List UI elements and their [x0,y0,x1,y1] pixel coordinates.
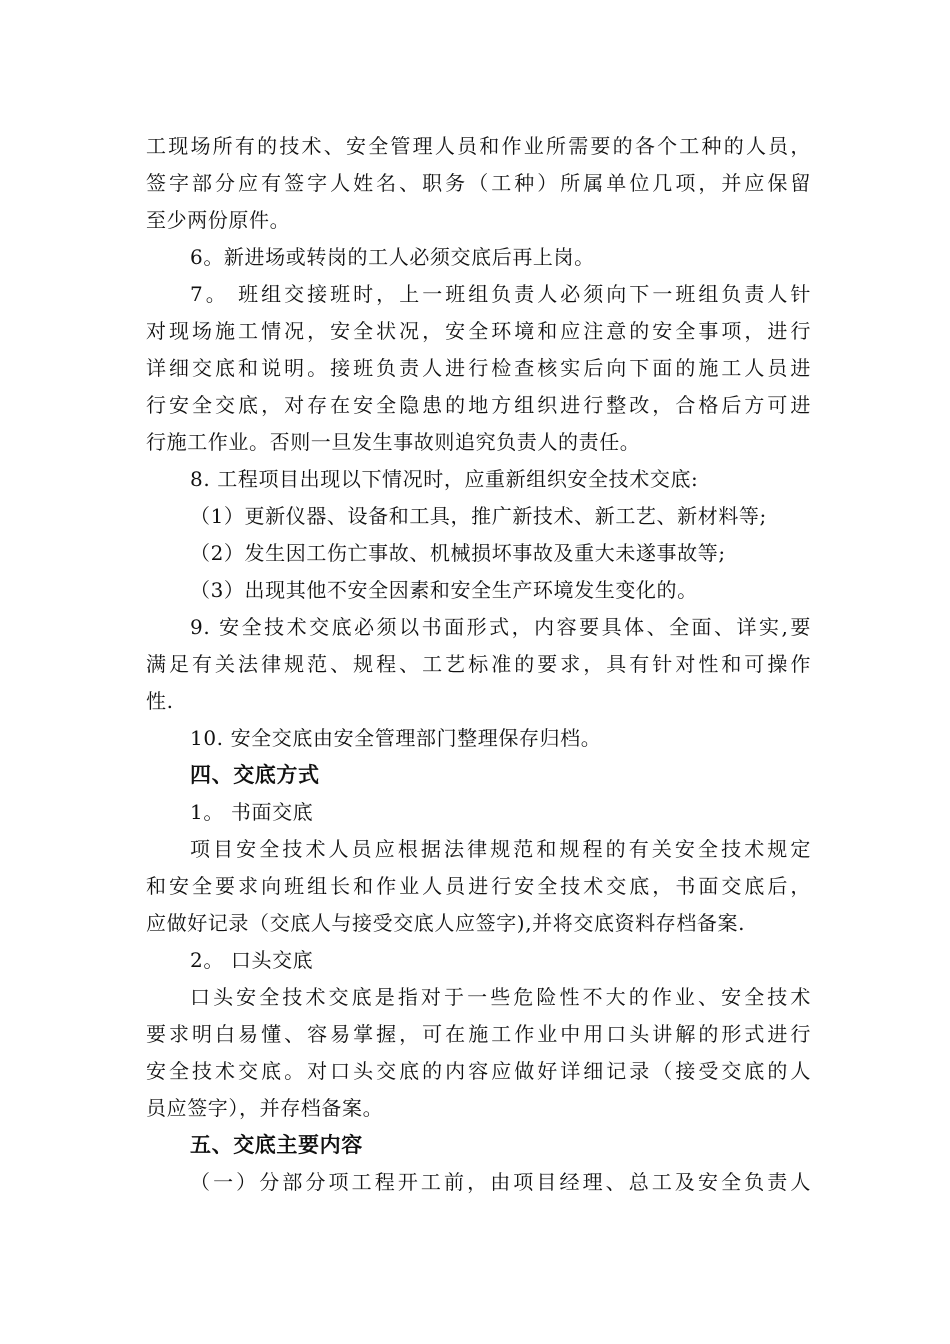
paragraph-line: 对现场施工情况，安全状况，安全环境和应注意的安全事项，进行 [146,319,811,343]
sub-item-2: （2）发生因工伤亡事故、机械损坏事故及重大未遂事故等; [190,541,726,565]
item-8: 8. 工程项目出现以下情况时，应重新组织安全技术交底: [190,467,699,491]
paragraph-line: 要求明白易懂、容易掌握，可在施工作业中用口头讲解的形式进行 [146,1022,811,1046]
paragraph-line: 至少两份原件。 [146,208,291,232]
paragraph-line: 员应签字），并存档备案。 [146,1096,384,1120]
paragraph-line: 满足有关法律规范、规程、工艺标准的要求，具有针对性和可操作 [146,652,811,676]
paragraph-line: 口头安全技术交底是指对于一些危险性不大的作业、安全技术 [190,985,811,1009]
item-6: 6。新进场或转岗的工人必须交底后再上岗。 [190,245,595,269]
item-9: 9. 安全技术交底必须以书面形式，内容要具体、全面、详实,要 [190,615,811,639]
paragraph-line: 项目安全技术人员应根据法律规范和规程的有关安全技术规定 [190,837,811,861]
paragraph-line: 详细交底和说明。接班负责人进行检查核实后向下面的施工人员进 [146,356,811,380]
paragraph-line: 安全技术交底。对口头交底的内容应做好详细记录（接受交底的人 [146,1059,811,1083]
subheading-oral: 2。 口头交底 [190,948,314,972]
section-heading-4: 四、交底方式 [190,763,320,787]
section-heading-5: 五、交底主要内容 [190,1133,363,1157]
paragraph-line: （一）分部分项工程开工前，由项目经理、总工及安全负责人 [190,1170,811,1194]
paragraph-line: 工现场所有的技术、安全管理人员和作业所需要的各个工种的人员， [146,134,811,158]
item-7: 7。 班组交接班时，上一班组负责人必须向下一班组负责人针 [190,282,811,306]
sub-item-3: （3）出现其他不安全因素和安全生产环境发生变化的。 [190,578,698,602]
sub-item-1: （1）更新仪器、设备和工具，推广新技术、新工艺、新材料等; [190,504,767,528]
document-body [146,128,811,1201]
paragraph-line: 性. [146,689,174,713]
subheading-written: 1。 书面交底 [190,800,314,824]
paragraph-line: 行安全交底，对存在安全隐患的地方组织进行整改，合格后方可进 [146,393,811,417]
paragraph-line: 和安全要求向班组长和作业人员进行安全技术交底，书面交底后， [146,874,811,898]
paragraph-line: 签字部分应有签字人姓名、职务（工种）所属单位几项，并应保留 [146,171,811,195]
paragraph-line: 行施工作业。否则一旦发生事故则追究负责人的责任。 [146,430,641,454]
paragraph-line: 应做好记录（交底人与接受交底人应签字),并将交底资料存档备案. [146,911,746,935]
item-10: 10. 安全交底由安全管理部门整理保存归档。 [190,726,602,750]
